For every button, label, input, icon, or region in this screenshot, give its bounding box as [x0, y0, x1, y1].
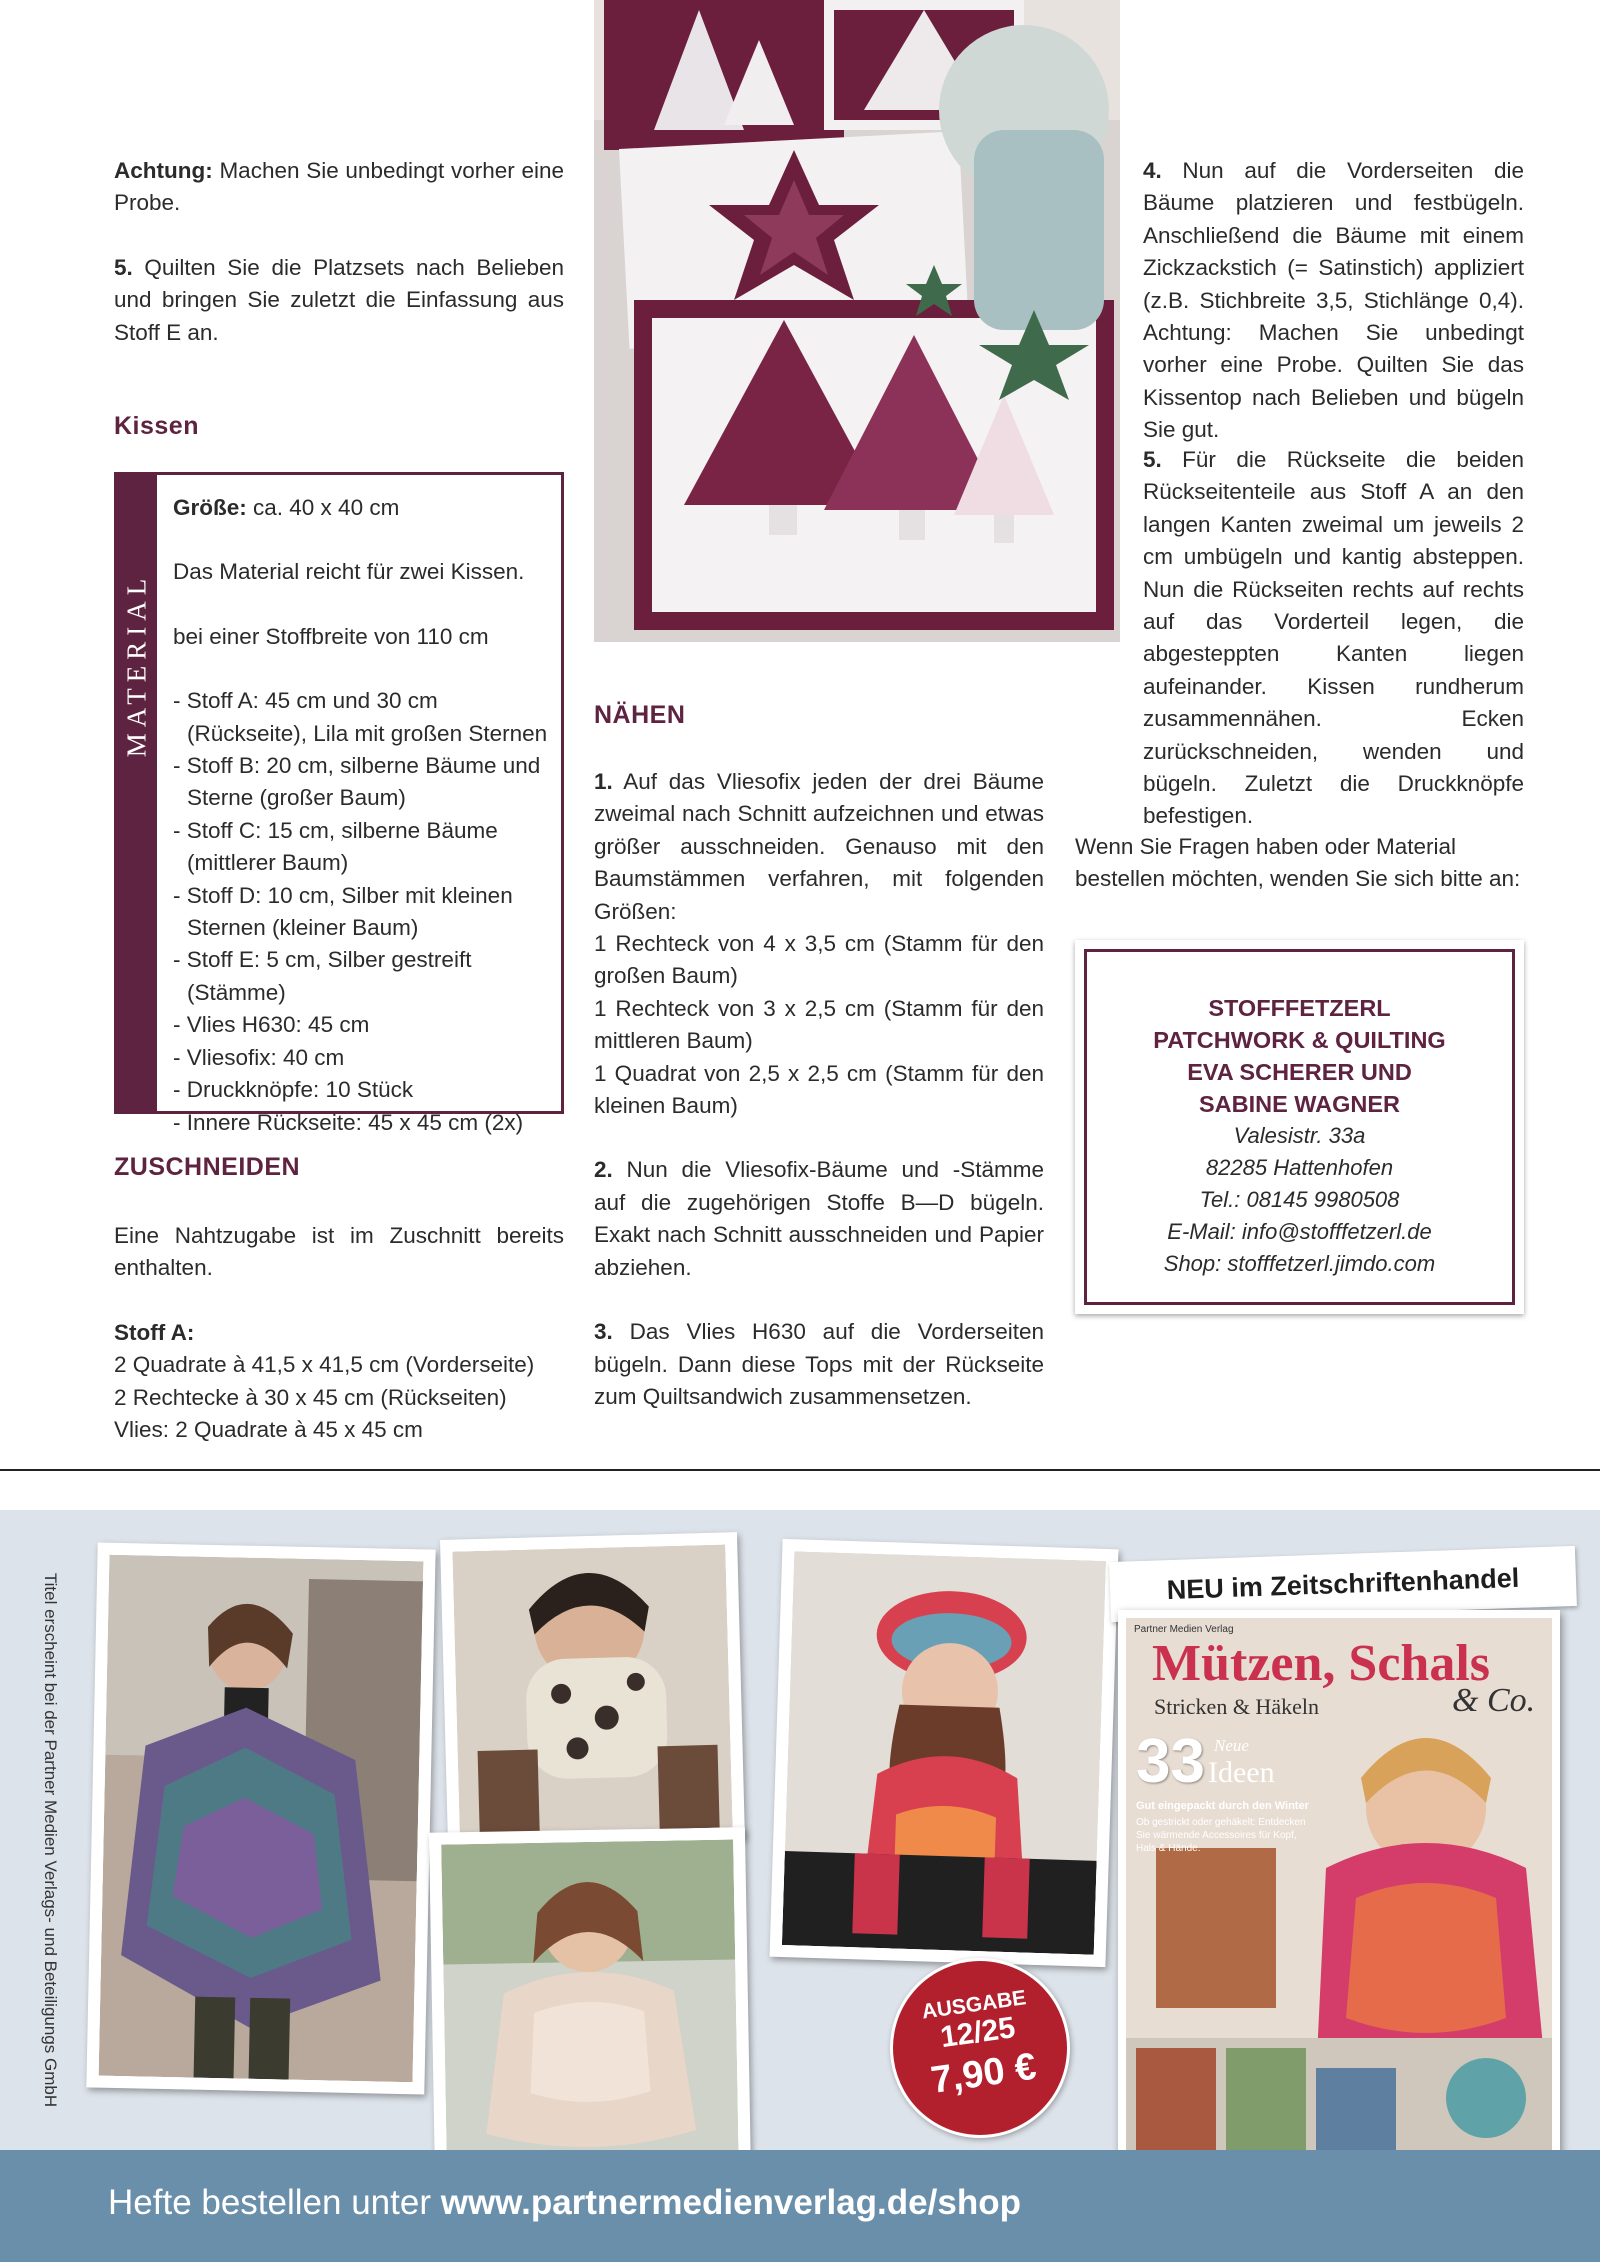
- step4-number: 4.: [1143, 158, 1162, 183]
- questions-text: Wenn Sie Fragen haben oder Material bestellen möchten, wenden Sie sich bitte an:: [1075, 834, 1521, 892]
- material-list: [173, 685, 553, 1139]
- zuschneiden-heading: ZUSCHNEIDEN: [114, 1153, 301, 1181]
- order-prefix: Hefte bestellen unter: [108, 2183, 441, 2222]
- material-item: - Innere Rückseite: 45 x 45 cm (2x): [173, 1109, 524, 1135]
- step5-number: 5.: [114, 254, 133, 280]
- material-item: - Stoff E: 5 cm, Silber gestreift (Stämme): [173, 947, 472, 1005]
- stoffa-line: Vlies: 2 Quadrate à 45 x 45 cm: [114, 1417, 423, 1443]
- beret-image: [782, 1551, 1106, 1955]
- step5-text: Für die Rückseite die beiden Rückseitenteile aus Stoff A an den langen Kanten zweimal um jeweils 2 cm umbügeln und kantig absteppen. Nun die Rückseiten rechts auf rechts auf das Vorderteil legen, die abgesteppten Kanten liegen aufeinander. Kissen rundherum zusammennähen. Ecken zurückschneiden, wenden und bügeln. Zuletzt die Druckknöpfe befestigen.: [1143, 447, 1524, 829]
- quilt-illustration: [594, 0, 1120, 642]
- material-size: [173, 492, 553, 524]
- cowl-photo: [440, 1532, 745, 1847]
- cover-title-co: & Co.: [1452, 1682, 1536, 1719]
- column-3-step5: [1075, 444, 1524, 833]
- badge-label: AUSGABE: [920, 1986, 1028, 2024]
- step2-text: Nun die Vliesofix-Bäume und -Stämme auf die zugehörigen Stoffe B—D bügeln. Exakt nach Schnitt ausschneiden und Papier abziehen.: [594, 1157, 1044, 1280]
- quilt-photo: [594, 0, 1120, 642]
- material-width: bei einer Stoffbreite von 110 cm: [173, 623, 489, 649]
- material-item: - Stoff C: 15 cm, silberne Bäume (mittlerer Baum): [173, 817, 498, 876]
- step3-paragraph: [594, 1316, 1044, 1413]
- zuschneiden-text: Eine Nahtzugabe ist im Zuschnitt bereits enthalten.: [114, 1223, 564, 1281]
- magazine-ad: [0, 1510, 1600, 2262]
- column-3-top: [1143, 155, 1524, 447]
- stoffa-label: Stoff A:: [114, 1319, 195, 1345]
- step2-paragraph: [594, 1154, 1044, 1284]
- cover-tag-text: Ob gestrickt oder gehäkelt: Entdecken Sie wärmende Accessoires für Kopf, Hals & Hände.: [1136, 1817, 1306, 1854]
- cowl-image: [452, 1544, 732, 1834]
- step5-paragraph: [114, 252, 564, 349]
- step4-paragraph: [1143, 155, 1524, 447]
- magazine-cover[interactable]: [1118, 1610, 1560, 2226]
- material-item: - Stoff B: 20 cm, silberne Bäume und Sterne (großer Baum): [173, 753, 541, 811]
- cover-neue: Neue: [1214, 1736, 1249, 1755]
- stoffa-line: 2 Quadrate à 41,5 x 41,5 cm (Vorderseite): [114, 1352, 535, 1378]
- scarf-image: [441, 1839, 739, 2171]
- naehen-heading: NÄHEN: [594, 701, 686, 729]
- cover-publisher: Partner Medien Verlag: [1134, 1624, 1234, 1635]
- contact-name-line: SABINE WAGNER: [1198, 1091, 1401, 1117]
- material-item: - Stoff D: 10 cm, Silber mit kleinen Sternen (kleiner Baum): [173, 882, 513, 941]
- step1-size: 1 Rechteck von 4 x 3,5 cm (Stamm für den großen Baum): [594, 931, 1044, 989]
- order-footer-bar: [0, 2150, 1600, 2262]
- contact-email[interactable]: E-Mail: info@stofffetzerl.de: [1167, 1219, 1432, 1244]
- material-item: - Druckknöpfe: 10 Stück: [173, 1077, 414, 1103]
- material-content: [173, 492, 553, 1139]
- publisher-note: Titel erscheint bei der Partner Medien Verlags- und Beteiligungs GmbH: [41, 1572, 60, 2108]
- achtung-paragraph: [114, 155, 564, 220]
- cover-ideen: Ideen: [1208, 1756, 1275, 1789]
- step5-text: Quilten Sie die Platzsets nach Belieben und bringen Sie zuletzt die Einfassung aus Stoff E an.: [114, 254, 564, 345]
- contact-name-line: STOFFFETZERL: [1208, 995, 1391, 1021]
- poncho-photo: [86, 1543, 435, 2095]
- poncho-image: [99, 1555, 424, 2082]
- step4-text: Nun auf die Vorderseiten die Bäume platzieren und festbügeln. Anschließend die Bäume mit einem Zickzackstich (= Satinstich) appliziert (z.B. Stichbreite 3,5, Stichlänge 0,4). Achtung: Machen Sie unbedingt vorher eine Probe. Quilten Sie das Kissentop nach Belieben und bügeln Sie gut.: [1143, 158, 1524, 443]
- order-url[interactable]: www.partnermedienverlag.de/shop: [440, 2183, 1021, 2222]
- cover-subtitle: Stricken & Häkeln: [1154, 1694, 1319, 1719]
- step1-paragraph: [594, 766, 1044, 928]
- badge-price: 7,90 €: [928, 2045, 1039, 2102]
- step1-text: Auf das Vliesofix jeden der drei Bäume zweimal nach Schnitt aufzeichnen und etwas größer ausschneiden. Genauso mit den Baumstämmen verfahren, mit folgenden Größen:: [594, 769, 1044, 924]
- contact-shop[interactable]: Shop: stofffetzerl.jimdo.com: [1163, 1251, 1436, 1276]
- badge-issue: 12/25: [938, 2011, 1018, 2055]
- material-item: - Stoff A: 45 cm und 30 cm (Rückseite), Lila mit großen Sternen: [173, 688, 548, 746]
- step3-text: Das Vlies H630 auf die Vorderseiten bügeln. Dann diese Tops mit der Rückseite zum Quiltsandwich zusammensetzen.: [594, 1319, 1044, 1409]
- neu-banner: NEU im Zeitschriftenhandel: [1109, 1546, 1577, 1622]
- size-value: ca. 40 x 40 cm: [246, 495, 400, 520]
- zuschneiden-section: [114, 1220, 564, 1446]
- step5-paragraph: [1075, 444, 1524, 833]
- contact-name-line: PATCHWORK & QUILTING: [1153, 1027, 1446, 1053]
- material-item: - Vliesofix: 40 cm: [173, 1044, 345, 1070]
- price-badge: [878, 1946, 1081, 2149]
- material-band: [117, 475, 157, 1111]
- section-divider: [0, 1469, 1600, 1471]
- step1-size: 1 Rechteck von 3 x 2,5 cm (Stamm für den mittleren Baum): [594, 995, 1044, 1054]
- contact-card-frame: [1084, 949, 1515, 1305]
- size-label: Größe:: [173, 495, 247, 520]
- contact-street: Valesistr. 33a: [1233, 1123, 1366, 1148]
- contact-city: 82285 Hattenhofen: [1205, 1155, 1394, 1180]
- beret-photo: [770, 1539, 1119, 1967]
- material-band-label: MATERIAL: [121, 572, 152, 758]
- stoffa-line: 2 Rechtecke à 30 x 45 cm (Rückseiten): [114, 1384, 507, 1410]
- contact-name-line: EVA SCHERER UND: [1187, 1059, 1412, 1085]
- step2-number: 2.: [594, 1157, 613, 1183]
- contact-card: [1075, 940, 1524, 1314]
- cover-title: Mützen, Schals: [1152, 1635, 1490, 1692]
- order-text: [108, 2178, 1021, 2228]
- contact-phone: Tel.: 08145 9980508: [1199, 1187, 1400, 1212]
- kissen-heading: Kissen: [114, 412, 199, 440]
- cover-inner: [1126, 1618, 1552, 2218]
- step1-number: 1.: [594, 769, 613, 794]
- achtung-label: Achtung:: [114, 158, 213, 183]
- cover-tag-heading: Gut eingepackt durch den Winter: [1136, 1800, 1309, 1812]
- step1-size: 1 Quadrat von 2,5 x 2,5 cm (Stamm für den kleinen Baum): [594, 1060, 1044, 1119]
- column-1: [114, 155, 564, 349]
- step3-number: 3.: [594, 1319, 613, 1345]
- scarf-photo: [429, 1827, 751, 2183]
- material-item: - Vlies H630: 45 cm: [173, 1012, 370, 1038]
- achtung-text: Machen Sie unbedingt vorher eine Probe.: [114, 158, 564, 216]
- material-box: [114, 472, 564, 1135]
- column-2: [594, 766, 1044, 1413]
- cover-number: 33: [1136, 1727, 1205, 1796]
- step5-number: 5.: [1143, 447, 1162, 472]
- material-enough: Das Material reicht für zwei Kissen.: [173, 559, 525, 585]
